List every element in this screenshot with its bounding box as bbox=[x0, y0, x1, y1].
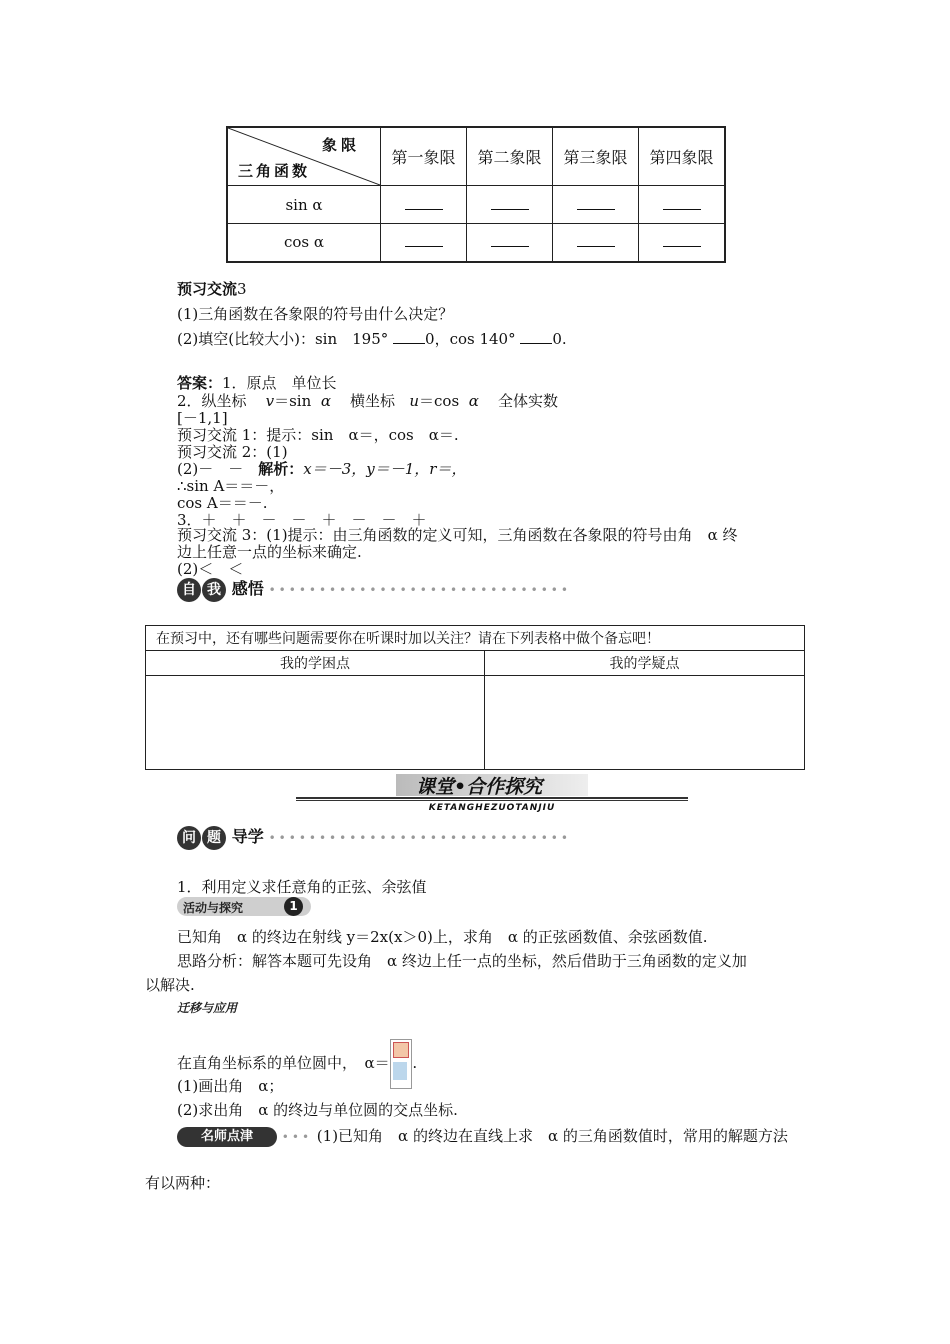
classroom-banner bbox=[296, 770, 688, 813]
answer-line-1: 答案：1．原点 单位长 bbox=[177, 374, 337, 392]
memo-prompt: 在预习中，还有哪些问题需要你在听课时加以关注？请在下列表格中做个备忘吧！ bbox=[146, 626, 805, 651]
answer-line-10: 预习交流 3：(1)提示：由三角函数的定义可知，三角函数在各象限的符号由角 α 终 bbox=[177, 526, 738, 544]
answer-line-9: 3．＋ ＋ － － ＋ － － ＋ bbox=[177, 511, 427, 529]
memo-doubts-area[interactable] bbox=[485, 676, 805, 770]
header-quadrant-2: 第二象限 bbox=[467, 127, 553, 186]
answer-blank[interactable] bbox=[405, 197, 443, 210]
problem-statement: 已知角 α 的终边在射线 y＝2x(x＞0)上，求角 α 的正弦函数值、余弦函数值. bbox=[177, 928, 708, 946]
activity-number: 1 bbox=[284, 897, 303, 916]
application-line-3: (2)求出角 α 的终边与单位圆的交点坐标. bbox=[177, 1101, 458, 1119]
memo-input-row bbox=[146, 676, 805, 770]
answer-blank[interactable] bbox=[577, 197, 615, 210]
blank-cell[interactable] bbox=[553, 186, 639, 224]
answer-blank[interactable] bbox=[491, 234, 529, 247]
banner-subtitle: KETANGHEZUOTANJIU bbox=[428, 803, 556, 813]
answer-line-2: 2．纵坐标 v＝sin α 横坐标 u＝cos α 全体实数 bbox=[177, 392, 558, 410]
answer-line-12: (2)＜ ＜ bbox=[177, 560, 244, 578]
broken-image-icon bbox=[393, 1042, 409, 1058]
self-reflection-heading: 自 我 感悟 •••••••••••••••••••••••••••••• bbox=[177, 576, 571, 602]
blank-cell[interactable] bbox=[381, 224, 467, 262]
answer-blank[interactable] bbox=[663, 234, 701, 247]
table-row-cos bbox=[227, 224, 725, 262]
answer-line-7: ∴sin A＝＝－， bbox=[177, 477, 285, 495]
teacher-tip-badge: 名师点津 bbox=[177, 1127, 277, 1147]
memo-difficulties-area[interactable] bbox=[146, 676, 485, 770]
analysis-line-2: 以解决. bbox=[145, 976, 195, 994]
answer-line-3: [－1,1] bbox=[177, 409, 228, 427]
heading-badge: 问 bbox=[177, 826, 201, 850]
blank-cell[interactable] bbox=[381, 186, 467, 224]
table-header-row bbox=[227, 127, 725, 186]
answer-blank[interactable] bbox=[663, 197, 701, 210]
application-line-2: (1)画出角 α； bbox=[177, 1077, 284, 1095]
answer-blank[interactable] bbox=[393, 331, 425, 344]
activity-badge: 活动与探究 1 bbox=[177, 897, 311, 916]
banner-rule bbox=[296, 797, 688, 801]
heading-badge: 自 bbox=[177, 578, 201, 602]
quadrant-sign-table bbox=[226, 126, 726, 263]
fraction-image-placeholder bbox=[390, 1039, 412, 1089]
blank-cell[interactable] bbox=[639, 186, 726, 224]
answer-line-8: cos A＝＝－. bbox=[177, 494, 268, 512]
answer-blank[interactable] bbox=[520, 331, 552, 344]
transfer-badge: 迁移与应用 bbox=[177, 997, 281, 1016]
memo-col-difficulties: 我的学困点 bbox=[146, 651, 485, 676]
blank-cell[interactable] bbox=[467, 186, 553, 224]
header-quadrant-4: 第四象限 bbox=[639, 127, 726, 186]
header-quadrant-3: 第三象限 bbox=[553, 127, 639, 186]
header-quadrant-1: 第一象限 bbox=[381, 127, 467, 186]
memo-col-doubts: 我的学疑点 bbox=[485, 651, 805, 676]
memo-prompt-row bbox=[146, 626, 805, 651]
memo-table bbox=[145, 625, 805, 770]
dotted-rule: •••••••••••••••••••••••••••••• bbox=[268, 583, 571, 597]
answer-blank[interactable] bbox=[405, 234, 443, 247]
analysis-line-1: 思路分析：解答本题可先设角 α 终边上任一点的坐标，然后借助于三角函数的定义加 bbox=[177, 952, 747, 970]
preview3-title: 预习交流3 bbox=[177, 280, 247, 298]
answer-blank[interactable] bbox=[577, 234, 615, 247]
preview3-question1: (1)三角函数在各象限的符号由什么决定？ bbox=[177, 305, 454, 323]
memo-header-row bbox=[146, 651, 805, 676]
section1-heading: 1．利用定义求任意角的正弦、余弦值 bbox=[177, 878, 427, 896]
teacher-tip: 名师点津 ••• (1)已知角 α 的终边在直线上求 α 的三角函数值时，常用的解题方法 bbox=[177, 1125, 788, 1147]
answer-line-11: 边上任意一点的坐标来确定. bbox=[177, 543, 362, 561]
answer-line-4: 预习交流 1：提示：sin α＝，cos α＝. bbox=[177, 426, 459, 444]
heading-badge: 题 bbox=[202, 826, 226, 850]
diagonal-header-cell bbox=[227, 127, 381, 186]
header-quadrant-label: 象限 bbox=[321, 136, 360, 154]
answer-blank[interactable] bbox=[491, 197, 529, 210]
blank-cell[interactable] bbox=[467, 224, 553, 262]
problem-guide-heading: 问 题 导学 •••••••••••••••••••••••••••••• bbox=[177, 824, 571, 850]
teacher-tip-line-2: 有以两种： bbox=[145, 1174, 221, 1192]
application-line-1: 在直角坐标系的单位圆中， α＝ . bbox=[177, 1039, 417, 1089]
row-label-cos: cos α bbox=[227, 224, 381, 262]
header-function-label: 三角函数 bbox=[238, 162, 311, 180]
answer-line-5: 预习交流 2：(1) bbox=[177, 443, 288, 461]
heading-badge: 我 bbox=[202, 578, 226, 602]
answer-line-6: (2)－ － 解析：x＝－3，y＝－1，r＝， bbox=[177, 460, 467, 478]
blank-cell[interactable] bbox=[553, 224, 639, 262]
dotted-rule: •••••••••••••••••••••••••••••• bbox=[268, 831, 571, 845]
table-row-sin bbox=[227, 186, 725, 224]
blank-cell[interactable] bbox=[639, 224, 726, 262]
preview3-question2: (2)填空(比较大小)：sin 195° 0，cos 140° 0. bbox=[177, 330, 567, 348]
row-label-sin: sin α bbox=[227, 186, 381, 224]
banner-title: 课堂•合作探究 bbox=[416, 776, 543, 798]
